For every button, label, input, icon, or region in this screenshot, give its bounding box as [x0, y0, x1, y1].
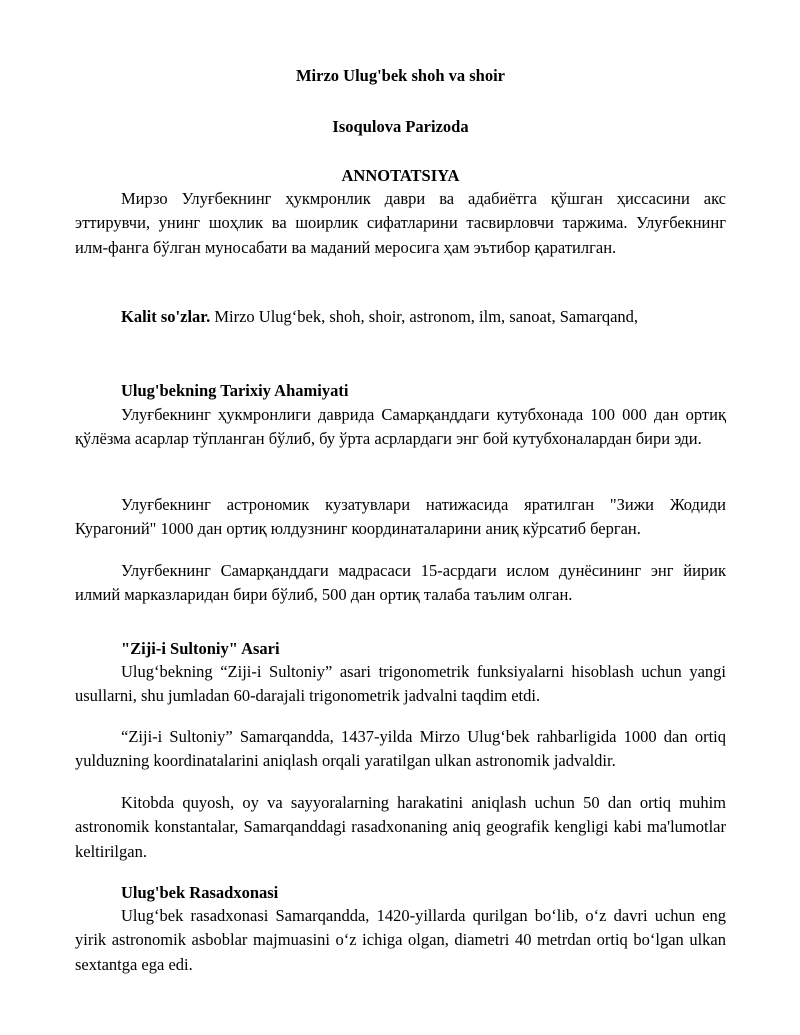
section-paragraph: Улуғбекнинг Самарқанддаги мадрасаси 15-асрдаги ислом дунёсининг энг йирик илмий марказларидан бири бўлиб, 500 дан ортиқ талаба таълим олган. [75, 561, 726, 605]
keywords-paragraph [75, 305, 726, 329]
section-paragraph: “Ziji-i Sultoniy” Samarqandda, 1437-yilda Mirzo Ulug‘bek rahbarligida 1000 dan ortiq yulduzning koordinatalarini aniqlash orqali yaratilgan ulkan astronomik jadvaldir. [75, 727, 726, 771]
document-title: Mirzo Ulug'bek shoh va shoir [295, 66, 506, 85]
keywords-label: Kalit so'zlar. [121, 307, 211, 326]
section-paragraph: Улуғбекнинг ҳукмронлиги даврида Самарқанддаги кутубхонада 100 000 дан ортиқ қўлёзма асарлар тўпланган бўлиб, бу ўрта асрлардаги энг бой кутубхоналардан бири эди. [75, 405, 726, 449]
section-paragraph: Kitobda quyosh, oy va sayyoralarning harakatini aniqlash uchun 50 dan ortiq muhim astronomik konstantalar, Samarqanddagi rasadxonaning aniq geografik kengligi kabi ma'lumotlar keltirilgan. [75, 793, 726, 861]
document-author: Isoqulova Parizoda [332, 117, 469, 136]
section-paragraph: Ulug‘bekning “Ziji-i Sultoniy” asari trigonometrik funksiyalarni hisoblash uchun yangi usullarni, shu jumladan 60-darajali trigonometrik jadvalni taqdim etdi. [75, 662, 726, 706]
section-heading: Ulug'bekning Tarixiy Ahamiyati [121, 381, 349, 400]
section-paragraph: Улуғбекнинг астрономик кузатувлари натижасида яратилган "Зижи Жодиди Курагоний" 1000 дан ортиқ юлдузнинг координаталарини аниқ кўрсатиб берган. [75, 495, 726, 539]
annotation-heading: ANNOTATSIYA [341, 166, 460, 185]
section-paragraph: Ulug‘bek rasadxonasi Samarqandda, 1420-yillarda qurilgan bo‘lib, o‘z davri uchun eng yirik astronomik asboblar majmuasini o‘z ichiga olgan, diametri 40 metrdan ortiq bo‘lgan ulkan sextantga ega edi. [75, 906, 726, 974]
section-heading: Ulug'bek Rasadxonasi [121, 883, 279, 902]
annotation-paragraph: Мирзо Улуғбекнинг ҳукмронлик даври ва адабиётга қўшган ҳиссасини акс эттирувчи, унинг шоҳлик ва шоирлик сифатларини тасвирловчи таржима. Улуғбекнинг илм-фанга бўлган муносабати ва маданий меросига ҳам эътибор қаратилган. [75, 189, 726, 257]
section-heading: "Ziji-i Sultoniy" Asari [121, 639, 280, 658]
keywords-text: Mirzo Ulug‘bek, shoh, shoir, astronom, ilm, sanoat, Samarqand, [210, 307, 639, 326]
